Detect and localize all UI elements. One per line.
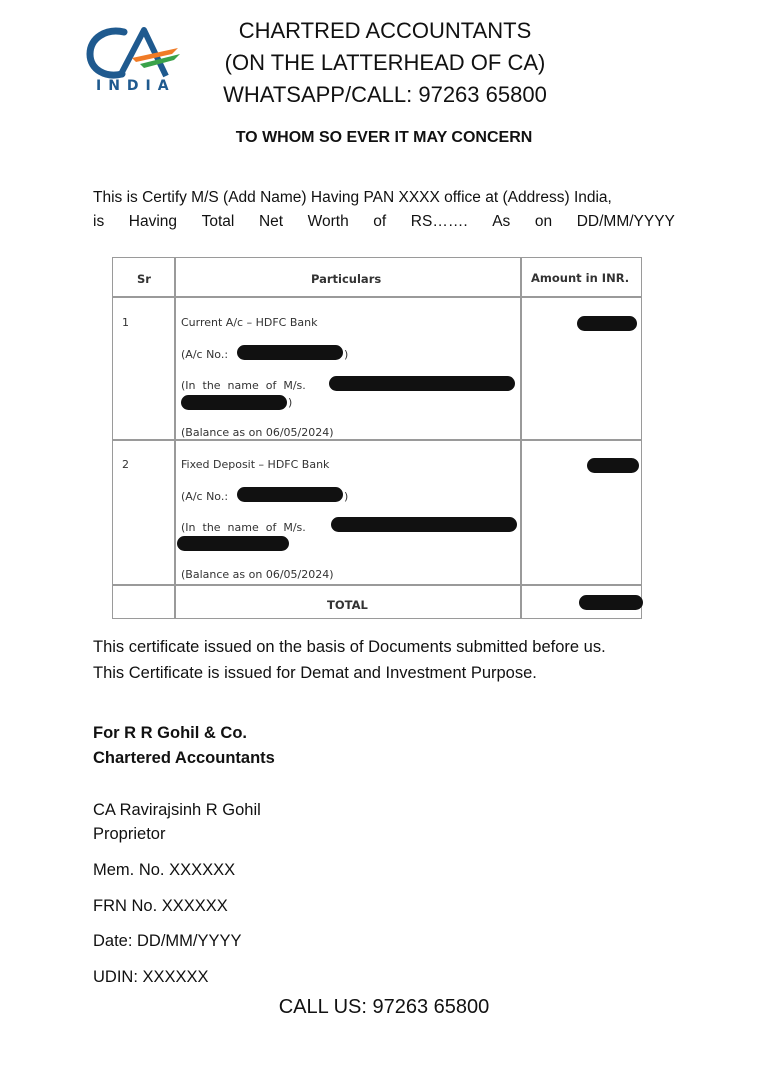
table-divider — [113, 584, 641, 586]
signatory-title: Proprietor — [93, 825, 166, 843]
logo-india-text: INDIA — [96, 78, 176, 94]
frn-number: FRN No. XXXXXX — [93, 897, 228, 915]
intro-word: DD/MM/YYYY — [576, 213, 675, 230]
total-label: TOTAL — [327, 598, 368, 612]
header-sr: Sr — [137, 272, 151, 286]
intro-word: is — [93, 213, 105, 230]
redacted-amount-1 — [577, 316, 637, 331]
row-1-balance: (Balance as on 06/05/2024) — [181, 426, 334, 439]
closing-line-2: This Certificate is issued for Demat and Investment Purpose. — [93, 664, 537, 682]
firm-name: For R R Gohil & Co. — [93, 724, 247, 742]
redacted-total — [579, 595, 643, 610]
redacted-account-number — [237, 487, 343, 502]
table-divider — [520, 258, 522, 618]
salutation-heading: TO WHOM SO EVER IT MAY CONCERN — [235, 129, 533, 146]
table-divider — [113, 296, 641, 298]
header-particulars: Particulars — [311, 272, 382, 286]
membership-number: Mem. No. XXXXXX — [93, 861, 236, 879]
intro-word: of — [373, 213, 387, 230]
footer-call-us: CALL US: 97263 65800 — [278, 996, 490, 1018]
row-1-acno-label: (A/c No.: — [181, 348, 229, 361]
intro-word: As — [492, 213, 511, 230]
row-1-title: Current A/c – HDFC Bank — [181, 316, 318, 329]
row-2-sr: 2 — [122, 458, 129, 471]
udin-number: UDIN: XXXXXX — [93, 968, 209, 986]
intro-word: Total — [201, 213, 235, 230]
redacted-name — [329, 376, 515, 391]
intro-word: Worth — [307, 213, 349, 230]
intro-word: Having — [128, 213, 178, 230]
redacted-name-cont — [177, 536, 289, 551]
row-1-name-close: ) — [288, 396, 293, 409]
intro-line-2 — [93, 210, 675, 234]
intro-word: RS……. — [410, 213, 468, 230]
redacted-name-cont — [181, 395, 287, 410]
redacted-account-number — [237, 345, 343, 360]
header-subtitle: (ON THE LATTERHEAD OF CA) — [224, 50, 546, 75]
redacted-name — [331, 517, 517, 532]
certificate-date: Date: DD/MM/YYYY — [93, 932, 242, 950]
firm-designation: Chartered Accountants — [93, 749, 275, 767]
row-2-balance: (Balance as on 06/05/2024) — [181, 568, 334, 581]
row-2-title: Fixed Deposit – HDFC Bank — [181, 458, 330, 471]
signatory-name: CA Ravirajsinh R Gohil — [93, 801, 261, 819]
redacted-amount-2 — [587, 458, 639, 473]
row-1-acno-close: ) — [344, 348, 349, 361]
header-title: CHARTRED ACCOUNTANTS — [238, 18, 532, 43]
intro-word: Net — [258, 213, 284, 230]
intro-word: on — [534, 213, 553, 230]
row-2-acno-close: ) — [344, 490, 349, 503]
row-1-sr: 1 — [122, 316, 129, 329]
intro-line-1: This is Certify M/S (Add Name) Having PAN XXXX office at (Address) India, — [93, 189, 612, 206]
header-amount: Amount in INR. — [531, 271, 630, 285]
table-divider — [113, 439, 641, 441]
closing-line-1: This certificate issued on the basis of Documents submitted before us. — [93, 638, 606, 656]
row-2-name-label: (In the name of M/s. — [181, 521, 306, 534]
table-divider — [174, 258, 176, 618]
header-contact: WHATSAPP/CALL: 97263 65800 — [223, 82, 547, 107]
row-1-name-label: (In the name of M/s. — [181, 379, 306, 392]
row-2-acno-label: (A/c No.: — [181, 490, 229, 503]
balance-table — [112, 257, 642, 619]
